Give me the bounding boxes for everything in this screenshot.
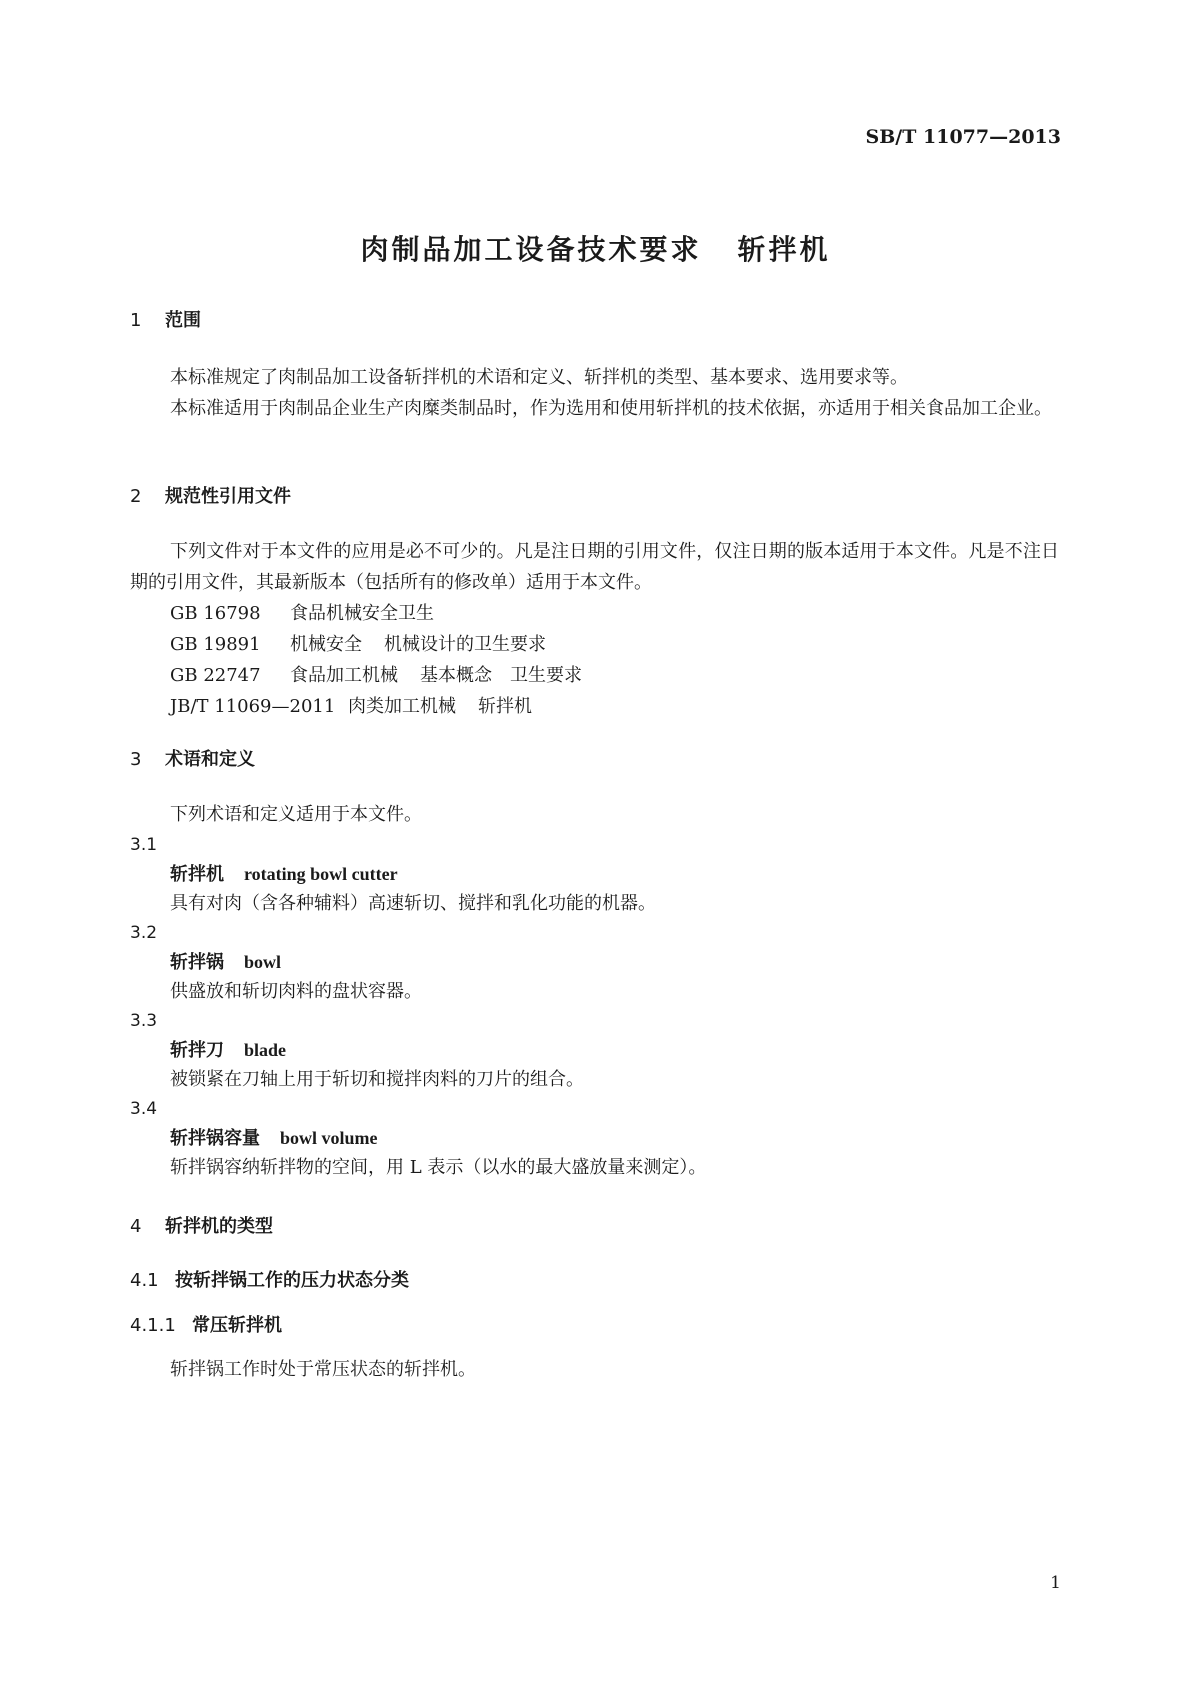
document-title [0, 228, 1191, 268]
term-definition: 具有对肉（含各种辅料）高速斩切、搅拌和乳化功能的机器。 [170, 893, 656, 914]
title-main: 肉制品加工设备技术要求 [360, 233, 702, 266]
paragraph: 下列文件对于本文件的应用是必不可少的。凡是注日期的引用文件，仅注日期的版本适用于本文件。凡是不注日期的引用文件，其最新版本（包括所有的修改单）适用于本文件。 [130, 541, 1059, 593]
term-heading: 斩拌刀 blade [170, 1040, 287, 1061]
term-heading: 斩拌锅容量 bowl volume [170, 1128, 378, 1149]
term-number: 3.2 [130, 923, 158, 943]
subsection-4-1-1-body [130, 1354, 1059, 1385]
term-number: 3.3 [130, 1011, 158, 1031]
term-entry [130, 919, 1059, 1006]
reference-item: GB 19891 机械安全 机械设计的卫生要求 [170, 634, 546, 655]
term-definition: 被锁紧在刀轴上用于斩切和搅拌肉料的刀片的组合。 [170, 1069, 584, 1090]
term-number: 3.1 [130, 835, 158, 855]
term-entry [130, 831, 1059, 918]
term-definition: 斩拌锅容纳斩拌物的空间，用 L 表示（以水的最大盛放量来测定）。 [170, 1157, 707, 1178]
title-sub: 斩拌机 [737, 233, 831, 266]
section-2-heading: 2 规范性引用文件 [130, 486, 291, 507]
paragraph: 斩拌锅工作时处于常压状态的斩拌机。 [170, 1359, 476, 1380]
term-entry [130, 1007, 1059, 1094]
subsection-4-1-heading: 4.1 按斩拌锅工作的压力状态分类 [130, 1270, 409, 1291]
paragraph: 本标准适用于肉制品企业生产肉糜类制品时，作为选用和使用斩拌机的技术依据，亦适用于相关食品加工企业。 [170, 398, 1052, 419]
term-number: 3.4 [130, 1099, 158, 1119]
reference-item: JB/T 11069—2011 肉类加工机械 斩拌机 [170, 696, 532, 717]
term-heading: 斩拌机 rotating bowl cutter [170, 864, 398, 885]
reference-item: GB 16798 食品机械安全卫生 [170, 603, 434, 624]
section-1-heading: 1 范围 [130, 310, 201, 331]
section-2-body [130, 536, 1059, 722]
term-entry [130, 1095, 1059, 1182]
paragraph: 下列术语和定义适用于本文件。 [170, 804, 422, 825]
section-3-body [130, 799, 1059, 830]
reference-item: GB 22747 食品加工机械 基本概念 卫生要求 [170, 665, 582, 686]
page-number: 1 [1050, 1573, 1061, 1593]
paragraph: 本标准规定了肉制品加工设备斩拌机的术语和定义、斩拌机的类型、基本要求、选用要求等。 [170, 367, 908, 388]
section-3-heading: 3 术语和定义 [130, 749, 255, 770]
section-1-body [130, 362, 1059, 424]
term-heading: 斩拌锅 bowl [170, 952, 282, 973]
term-definition: 供盛放和斩切肉料的盘状容器。 [170, 981, 422, 1002]
section-4-heading: 4 斩拌机的类型 [130, 1216, 273, 1237]
standard-code: SB/T 11077—2013 [865, 126, 1061, 148]
subsection-4-1-1-heading: 4.1.1 常压斩拌机 [130, 1315, 282, 1336]
